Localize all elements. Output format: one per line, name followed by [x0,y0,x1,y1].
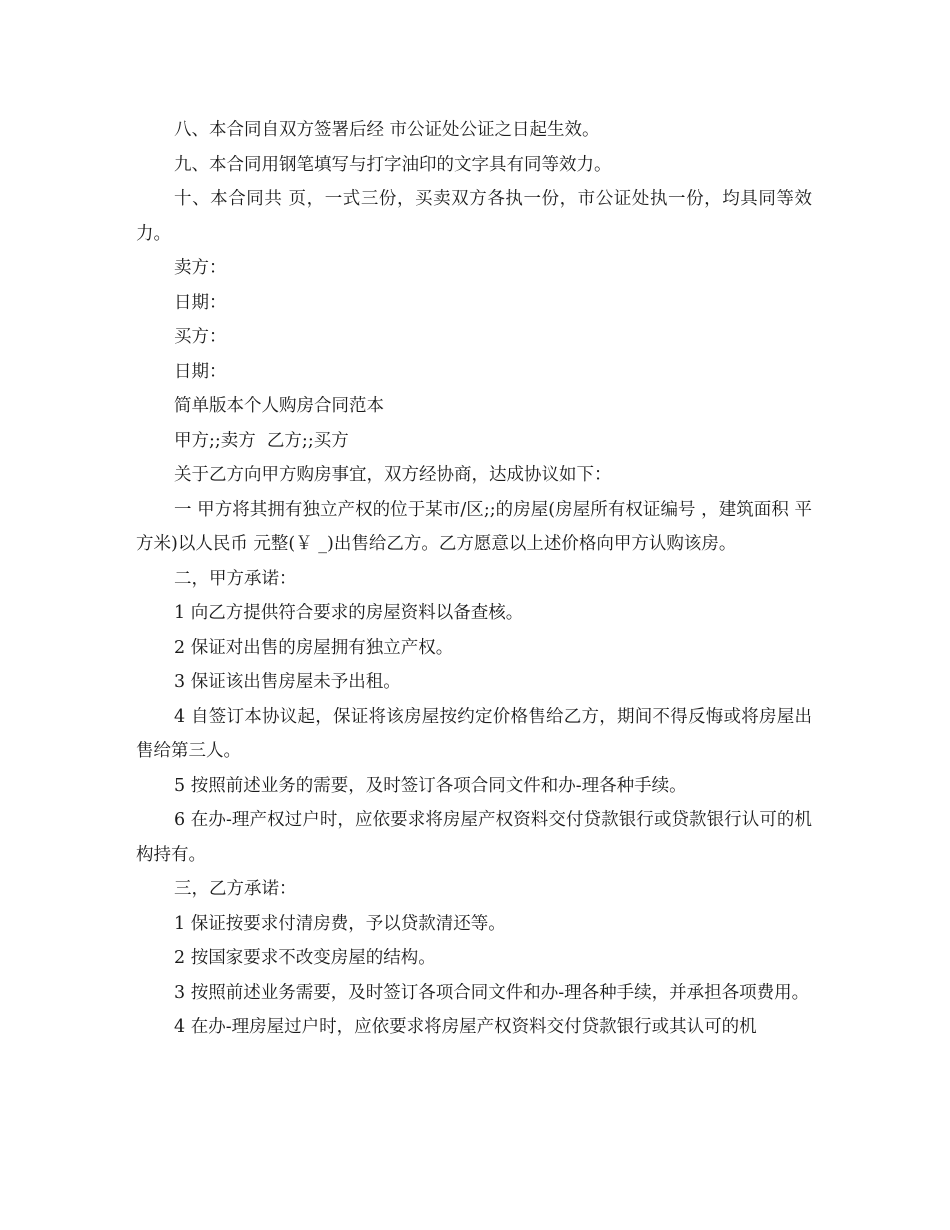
section-2-heading: 二，甲方承诺： [174,568,297,589]
section-3-heading: 三，乙方承诺： [174,879,297,899]
party-a-item-4: 4 自签订本协议起，保证将该房屋按约定价格售给乙方，期间不得反悔或将房屋出售给第三人。 [136,706,812,761]
buyer-date-line: 日期： [174,361,227,382]
seller-date-line: 日期： [174,292,227,313]
section-1-property: 一 甲方将其拥有独立产权的位于某市/区;;的房屋(房屋所有权证编号 ，建筑面积 平方米)以人民币 元整(￥ _)出售给乙方。乙方愿意以上述价格向甲方认购该房。 [136,499,812,554]
clause-9-validity: 九、本合同用钢笔填写与打字油印的文字具有同等效力。 [174,154,612,175]
contract-title: 简单版本个人购房合同范本 [174,396,384,416]
party-b-item-4: 4 在办-理房屋过户时，应依要求将房屋产权资料交付贷款银行或其认可的机 [174,1017,757,1037]
clause-8-effective: 八、本合同自双方签署后经 市公证处公证之日起生效。 [174,120,600,140]
party-b-item-3: 3 按照前述业务需要，及时签订各项合同文件和办-理各种手续，并承担各项费用。 [174,982,810,1003]
party-b-item-1: 1 保证按要求付清房费，予以贷款清还等。 [174,913,506,934]
document-page [136,113,812,1045]
seller-signature-line: 卖方： [174,258,227,278]
party-b-item-2: 2 按国家要求不改变房屋的结构。 [174,948,436,968]
parties-line: 甲方;;卖方 乙方;;买方 [174,430,349,451]
party-a-item-1: 1 向乙方提供符合要求的房屋资料以备查核。 [174,603,524,623]
clause-10-copies: 十、本合同共 页，一式三份，买卖双方各执一份，市公证处执一份，均具同等效力。 [136,189,812,244]
buyer-signature-line: 买方： [174,327,227,347]
party-a-item-2: 2 保证对出售的房屋拥有独立产权。 [174,637,454,658]
party-a-item-3: 3 保证该出售房屋未予出租。 [174,672,401,692]
agreement-intro: 关于乙方向甲方购房事宜，双方经协商，达成协议如下： [174,465,612,485]
party-a-item-6: 6 在办-理产权过户时，应依要求将房屋产权资料交付贷款银行或贷款银行认可的机构持有。 [136,810,812,865]
party-a-item-5: 5 按照前述业务的需要，及时签订各项合同文件和办-理各种手续。 [174,775,687,796]
